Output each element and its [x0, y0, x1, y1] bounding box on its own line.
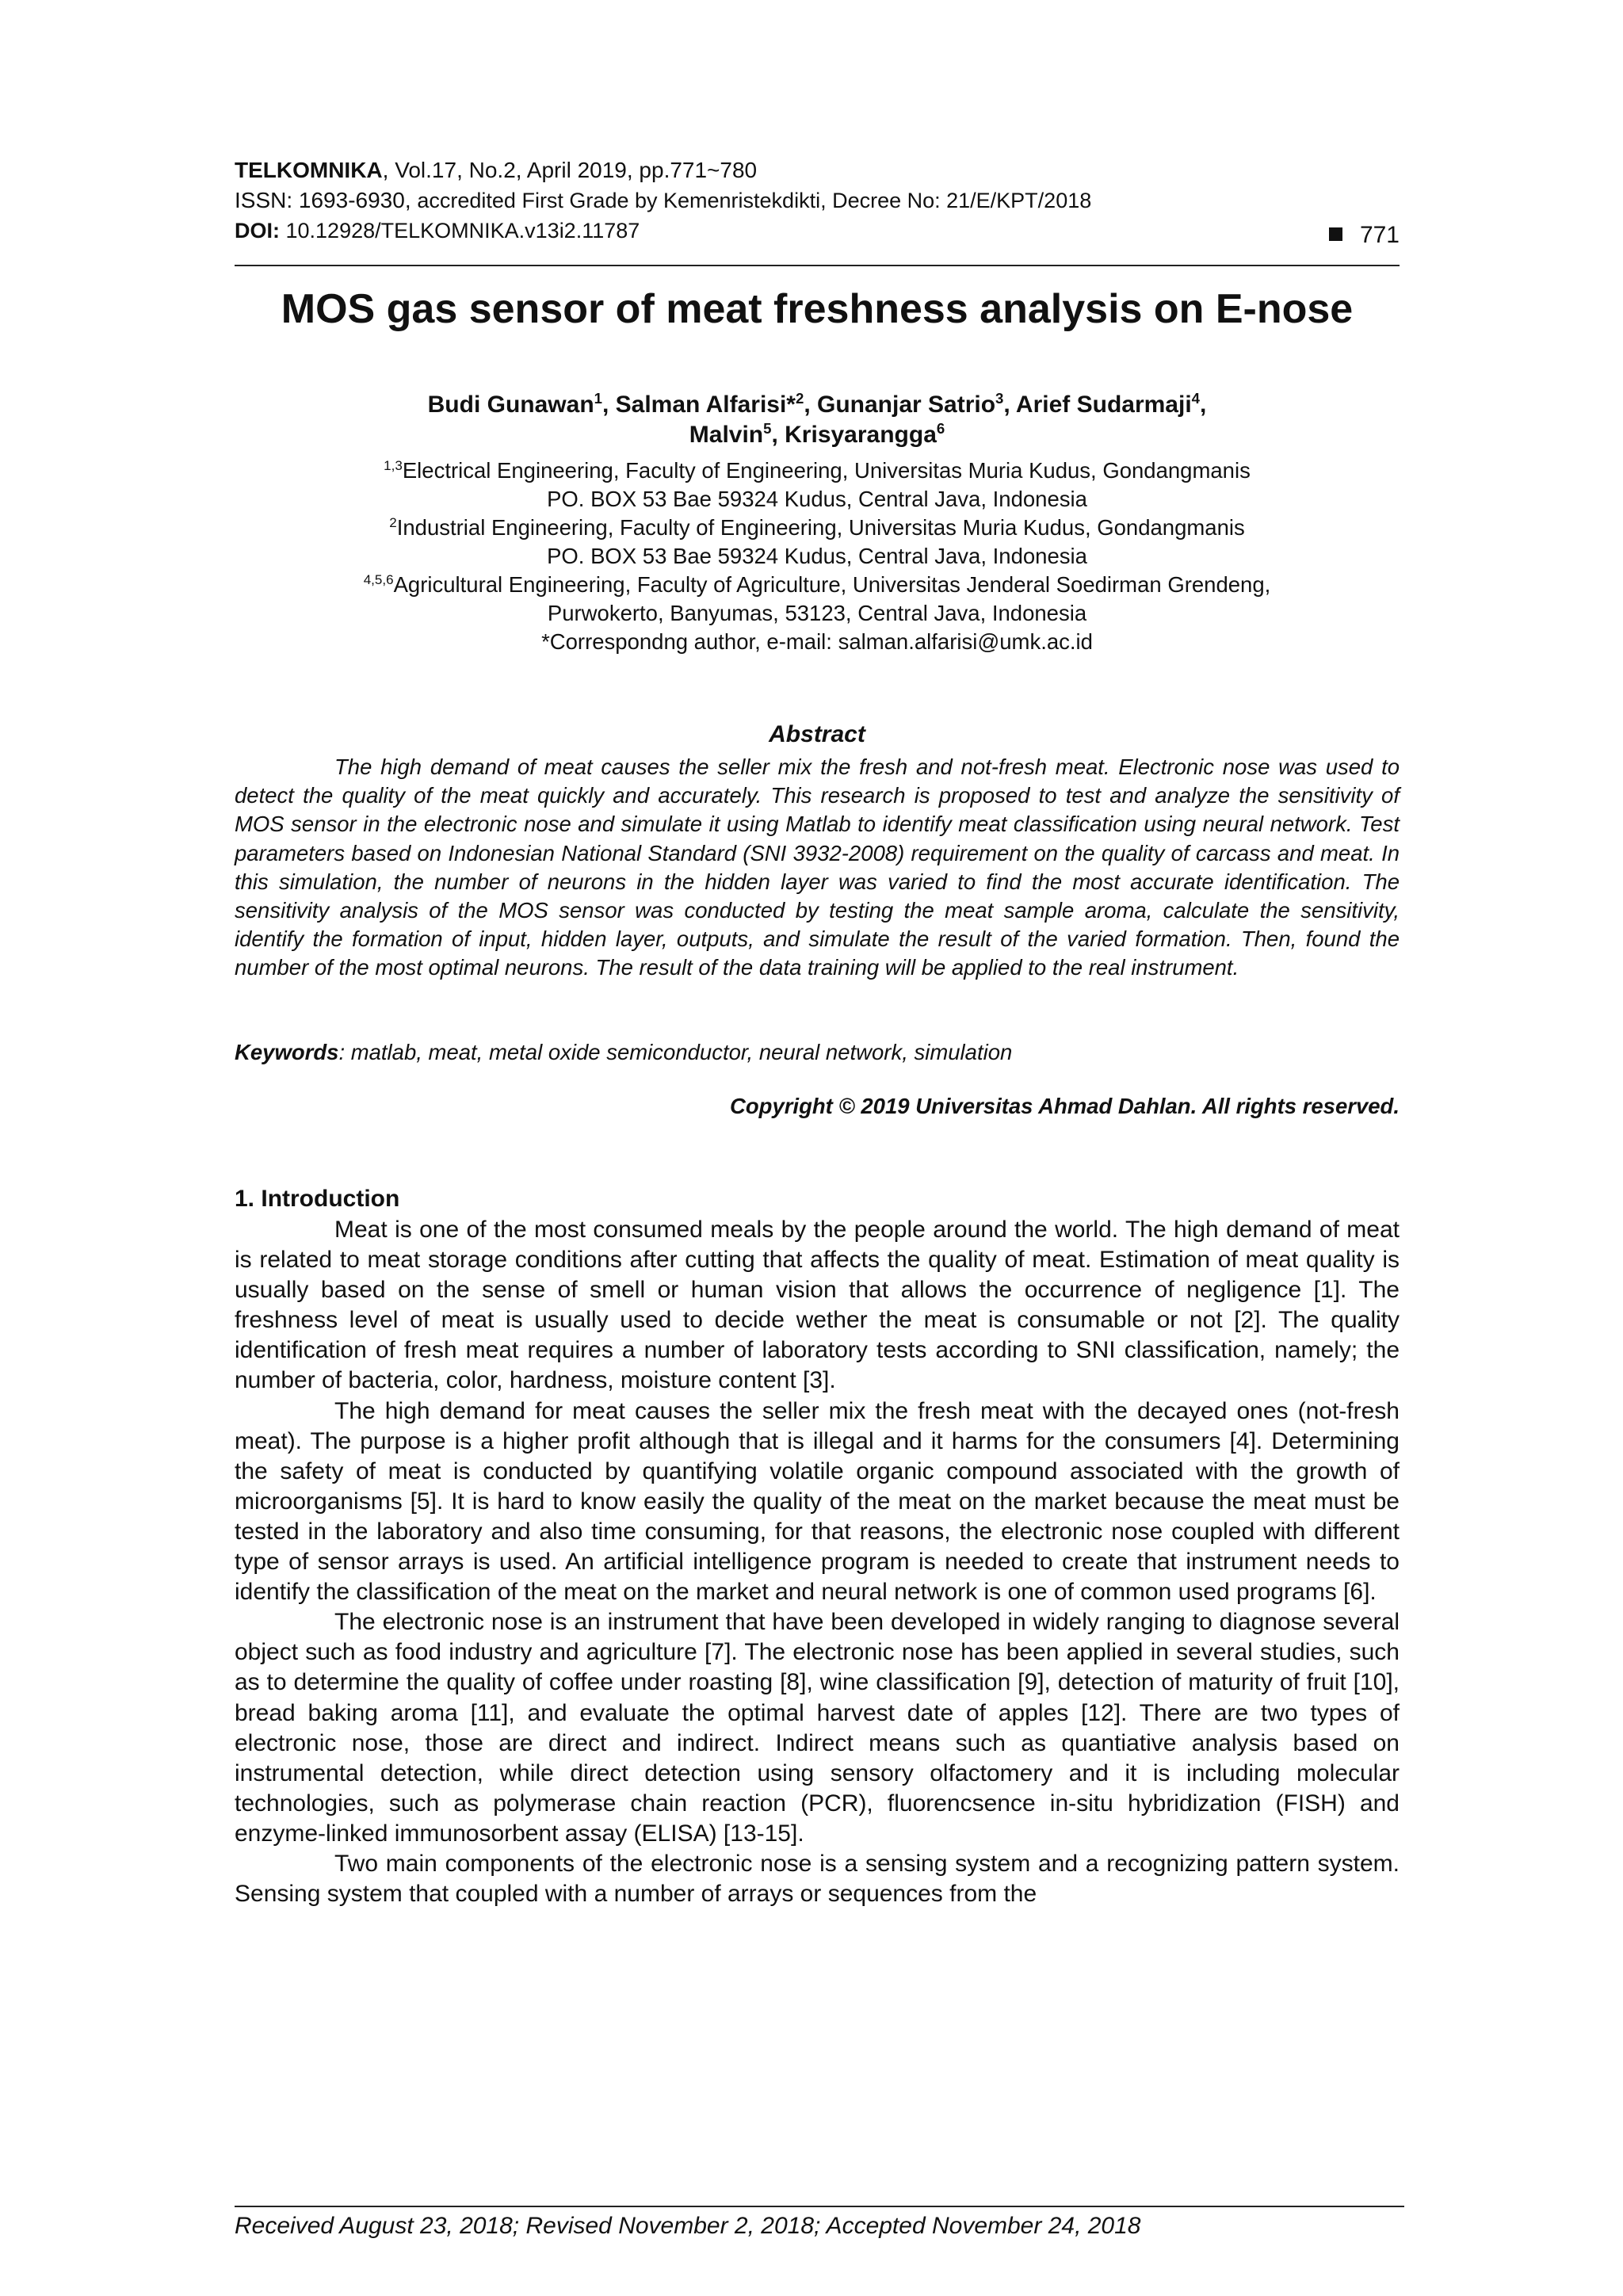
- abstract-text: The high demand of meat causes the seller mix the fresh and not-fresh meat. Electronic nose was used to detect the quality of the meat quickly and accurately. This research is proposed to test and analyze the sensitivity of MOS sensor in the electronic nose and simulate it using Matlab to identify meat classification using neural network. Test parameters based on Indonesian National Standard (SNI 3932-2008) requirement on the quality of carcass and meat. In this simulation, the number of neurons in the hidden layer was varied to find the most accurate identification. The sensitivity analysis of the MOS sensor was conducted by testing the meat sample aroma, calculate the sensitivity, identify the formation of input, hidden layer, outputs, and simulate the result of the varied formation. Then, found the number of the most optimal neurons. The result of the data training will be applied to the real instrument.: [235, 755, 1400, 980]
- affiliation-3: [235, 571, 1400, 599]
- doi-line: [235, 217, 1400, 244]
- received-dates: Received August 23, 2018; Revised November 2, 2018; Accepted November 24, 2018: [235, 2213, 1141, 2239]
- introduction-body: [235, 1215, 1400, 1909]
- affiliation-2-address: PO. BOX 53 Bae 59324 Kudus, Central Java, Indonesia: [547, 544, 1087, 568]
- journal-volume: , Vol.17, No.2, April 2019, pp.771~780: [382, 158, 758, 182]
- footer-divider: [235, 2206, 1404, 2207]
- author-affil-sup: 3: [995, 390, 1004, 407]
- author-separator: ,: [1200, 392, 1207, 418]
- affiliation-1: [235, 457, 1400, 485]
- affiliation-2: [235, 514, 1400, 542]
- affiliation-1-address: PO. BOX 53 Bae 59324 Kudus, Central Java, Indonesia: [547, 487, 1087, 511]
- author-name: , Salman Alfarisi*: [601, 392, 796, 418]
- author-affil-sup: 6: [936, 420, 945, 437]
- keywords-label: Keywords: [235, 1040, 339, 1064]
- abstract-heading: Abstract: [769, 721, 865, 747]
- author-affil-sup: 4: [1191, 390, 1201, 407]
- affiliation-text: Agricultural Engineering, Faculty of Agriculture, Universitas Jenderal Soedirman Grendeng,: [393, 572, 1271, 597]
- header-divider: [235, 265, 1400, 266]
- affiliation-3-address: Purwokerto, Banyumas, 53123, Central Java, Indonesia: [547, 601, 1087, 625]
- body-paragraph: The electronic nose is an instrument that have been developed in widely ranging to diagnose several object such as food industry and agriculture [7]. The electronic nose has been applied in several studies, such as to determine the quality of coffee under roasting [8], wine classification [9], detection of maturity of fruit [10], bread baking aroma [11], and evaluate the optimal harvest date of apples [12]. There are two types of electronic nose, those are direct and indirect. Indirect means such as quantiative analysis based on instrumental detection, while direct detection using sensory olfactomery and it is including molecular technologies, such as polymerase chain reaction (PCR), fluorencsence in-situ hybridization (FISH) and enzyme-linked immunosorbent assay (ELISA) [13-15].: [235, 1609, 1400, 1847]
- affiliation-text: Electrical Engineering, Faculty of Engineering, Universitas Muria Kudus, Gondangmanis: [402, 458, 1251, 483]
- author-name: Malvin: [689, 422, 764, 448]
- affiliation-sup: 2: [389, 514, 397, 530]
- journal-name: TELKOMNIKA: [235, 158, 383, 182]
- issn-line: [235, 187, 1400, 214]
- affiliation-sup: 4,5,6: [363, 571, 394, 587]
- author-line-1: [235, 390, 1400, 420]
- copyright-notice: Copyright © 2019 Universitas Ahmad Dahlan. All rights reserved.: [729, 1094, 1400, 1118]
- author-affil-sup: 5: [763, 420, 772, 437]
- corresponding-author: *Correspondng author, e-mail: salman.alfarisi@umk.ac.id: [541, 629, 1093, 654]
- affiliations: [235, 457, 1400, 656]
- doi-link[interactable]: 10.12928/TELKOMNIKA.v13i2.11787: [280, 219, 640, 243]
- issn-accreditation: accredited First Grade by Kemenristekdikti, Decree No: 21/E/KPT/2018: [417, 189, 1092, 212]
- author-affil-sup: 2: [795, 390, 804, 407]
- body-paragraph: Two main components of the electronic nose is a sensing system and a recognizing pattern system. Sensing system that coupled with a number of arrays or sequences from the: [235, 1850, 1400, 1908]
- page-number: [1329, 222, 1400, 249]
- author-name: Budi Gunawan: [427, 392, 594, 418]
- doi-label: DOI:: [235, 219, 280, 243]
- author-name: , Gunanjar Satrio: [804, 392, 996, 418]
- section-heading-introduction: 1. Introduction: [235, 1186, 400, 1212]
- keywords-text: : matlab, meat, metal oxide semiconductor, neural network, simulation: [338, 1040, 1013, 1064]
- keywords: [235, 1038, 1400, 1067]
- author-name: , Arief Sudarmaji: [1003, 392, 1192, 418]
- issn-label: ISSN: 1693-6930,: [235, 188, 418, 212]
- paper-title: MOS gas sensor of meat freshness analysis on E-nose: [281, 286, 1354, 332]
- author-list: [235, 390, 1400, 450]
- body-paragraph: Meat is one of the most consumed meals by the people around the world. The high demand of meat is related to meat storage conditions after cutting that affects the quality of meat. Estimation of meat quality is usually based on the sense of smell or human vision that allows the occurrence of negligence [1]. The freshness level of meat is usually used to decide wether the meat is consumable or not [2]. The quality identification of fresh meat requires a number of laboratory tests according to SNI classification, namely; the number of bacteria, color, hardness, moisture content [3].: [235, 1217, 1400, 1394]
- square-bullet-icon: [1329, 227, 1342, 241]
- author-line-2: [235, 420, 1400, 450]
- body-paragraph: The high demand for meat causes the seller mix the fresh meat with the decayed ones (not-fresh meat). The purpose is a higher profit although that is illegal and it harms for the consumers [4]. Determining the safety of meat is conducted by quantifying volatile organic compound associated with the growth of microorganisms [5]. It is hard to know easily the quality of the meat on the market because the meat must be tested in the laboratory and also time consuming, for that reasons, the electronic nose coupled with different type of sensor arrays is used. An artificial intelligence program is needed to create that instrument needs to identify the classification of the meat on the market and neural network is one of common used programs [6].: [235, 1397, 1400, 1606]
- affiliation-sup: 1,3: [384, 457, 403, 473]
- author-name: , Krisyarangga: [771, 422, 937, 448]
- author-affil-sup: 1: [594, 390, 602, 407]
- affiliation-text: Industrial Engineering, Faculty of Engineering, Universitas Muria Kudus, Gondangmanis: [396, 515, 1245, 540]
- journal-citation: [235, 157, 1400, 184]
- page-number-value: 771: [1359, 222, 1400, 248]
